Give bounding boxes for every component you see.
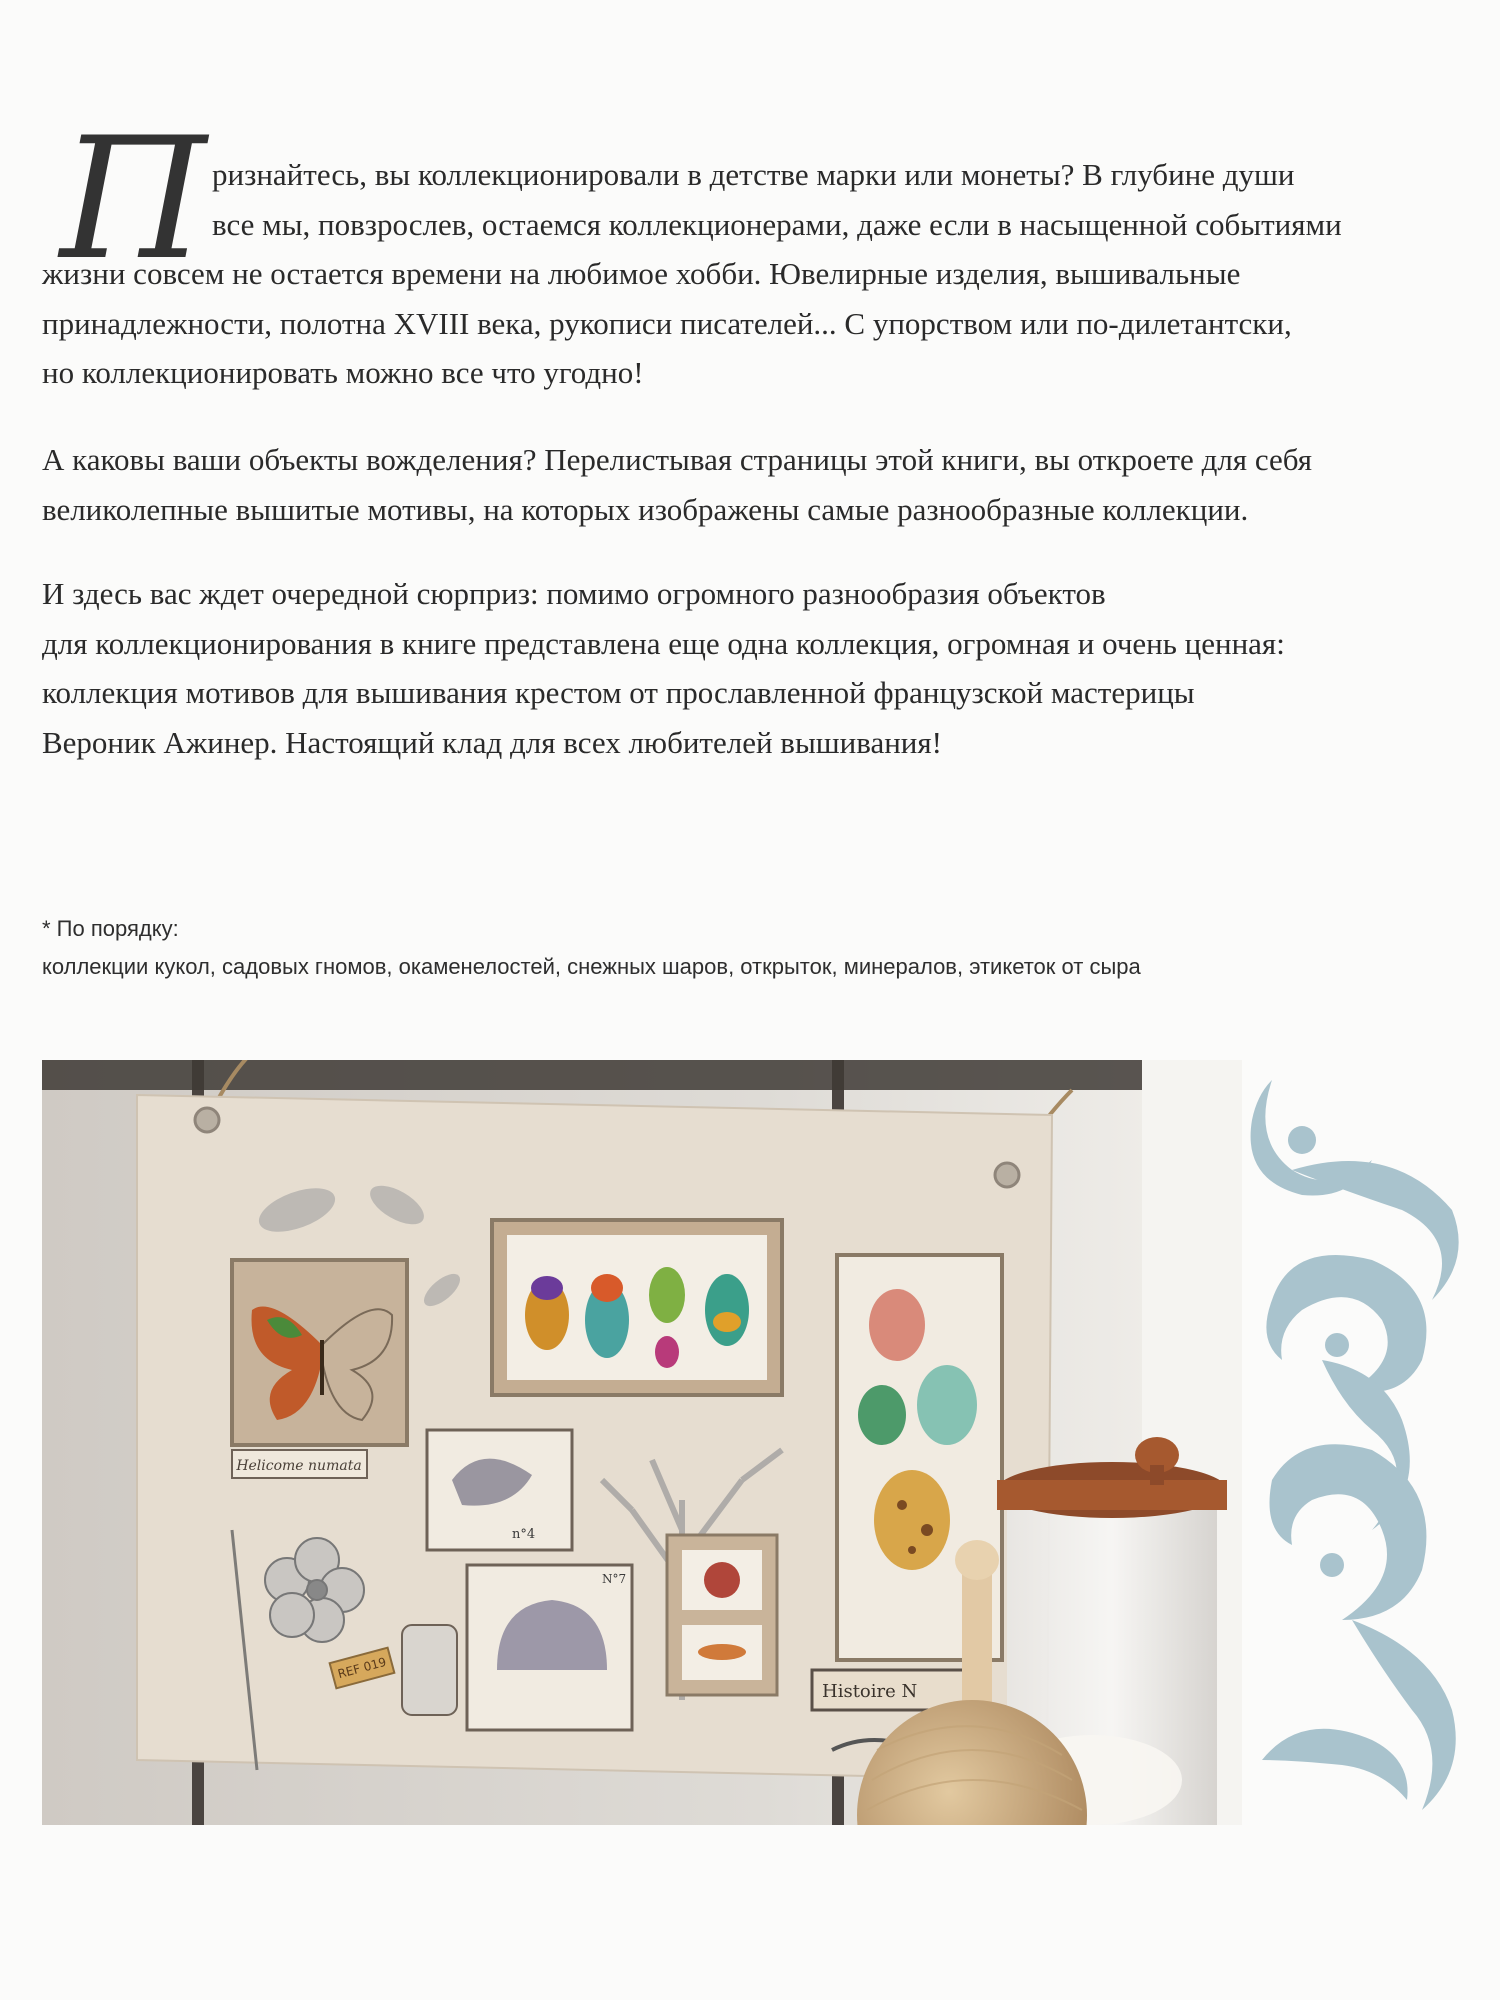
swirl-shape	[1251, 1080, 1459, 1810]
mushroom-motif	[704, 1562, 740, 1598]
text-line: принадлежности, полотна XVIII века, рукописи писателей... С упорством или по-дилетантски,	[42, 305, 1292, 341]
paragraph-3	[42, 569, 1462, 767]
text-line: но коллекционировать можно все что угодно!	[42, 355, 644, 390]
jar-lid-rim	[997, 1480, 1227, 1510]
label-histoire: Histoire N	[822, 1681, 918, 1702]
text-line: для коллекционирования в книге представлена еще одна коллекция, огромная и очень ценная:	[42, 625, 1285, 661]
lid-knob-stem	[1150, 1465, 1164, 1485]
label-n4: n°4	[512, 1527, 536, 1542]
photo-illustration	[42, 1060, 1242, 1825]
spindle-top	[955, 1540, 999, 1580]
embroidery-photo	[42, 1060, 1242, 1825]
drop-cap: П	[60, 101, 203, 297]
footnote	[42, 910, 1462, 986]
label-n7: N°7	[602, 1572, 627, 1586]
text-line: Вероник Ажинер. Настоящий клад для всех любителей вышивания!	[42, 724, 942, 760]
text-line: коллекция мотивов для вышивания крестом от прославленной французской мастерицы	[42, 675, 1195, 710]
paragraph-2	[42, 435, 1462, 534]
grommet	[195, 1108, 219, 1132]
footnote-heading: * По порядку:	[42, 916, 179, 941]
text-line: И здесь вас ждет очередной сюрприз: помимо огромного разнообразия объектов	[42, 576, 1106, 611]
grommet	[995, 1163, 1019, 1187]
intro-text	[42, 101, 1462, 767]
text-line: все мы, повзрослев, остаемся коллекционерами, даже если в насыщенной событиями	[212, 206, 1342, 242]
window-top	[42, 1060, 1242, 1090]
paragraph-1	[42, 101, 1462, 400]
label-ref: REF 019	[336, 1654, 388, 1682]
text-line: великолепные вышитые мотивы, на которых изображены самые разнообразные коллекции.	[42, 491, 1249, 527]
swirl-ornament	[1232, 1060, 1472, 1860]
footnote-text: коллекции кукол, садовых гномов, окаменелостей, снежных шаров, открыток, минералов, этикеток от сыра	[42, 954, 1141, 979]
bottle-sketch	[402, 1625, 457, 1715]
leaf-motif	[698, 1644, 746, 1660]
text-line: А каковы ваши объекты вожделения? Перелистывая страницы этой книги, вы откроете для себя	[42, 442, 1312, 477]
label-helicomus: Helicome numata	[236, 1458, 362, 1474]
text-line: жизни совсем не остается времени на любимое хобби. Ювелирные изделия, вышивальные	[42, 256, 1241, 291]
text-line: ризнайтесь, вы коллекционировали в детстве марки или монеты? В глубине души	[212, 157, 1295, 192]
